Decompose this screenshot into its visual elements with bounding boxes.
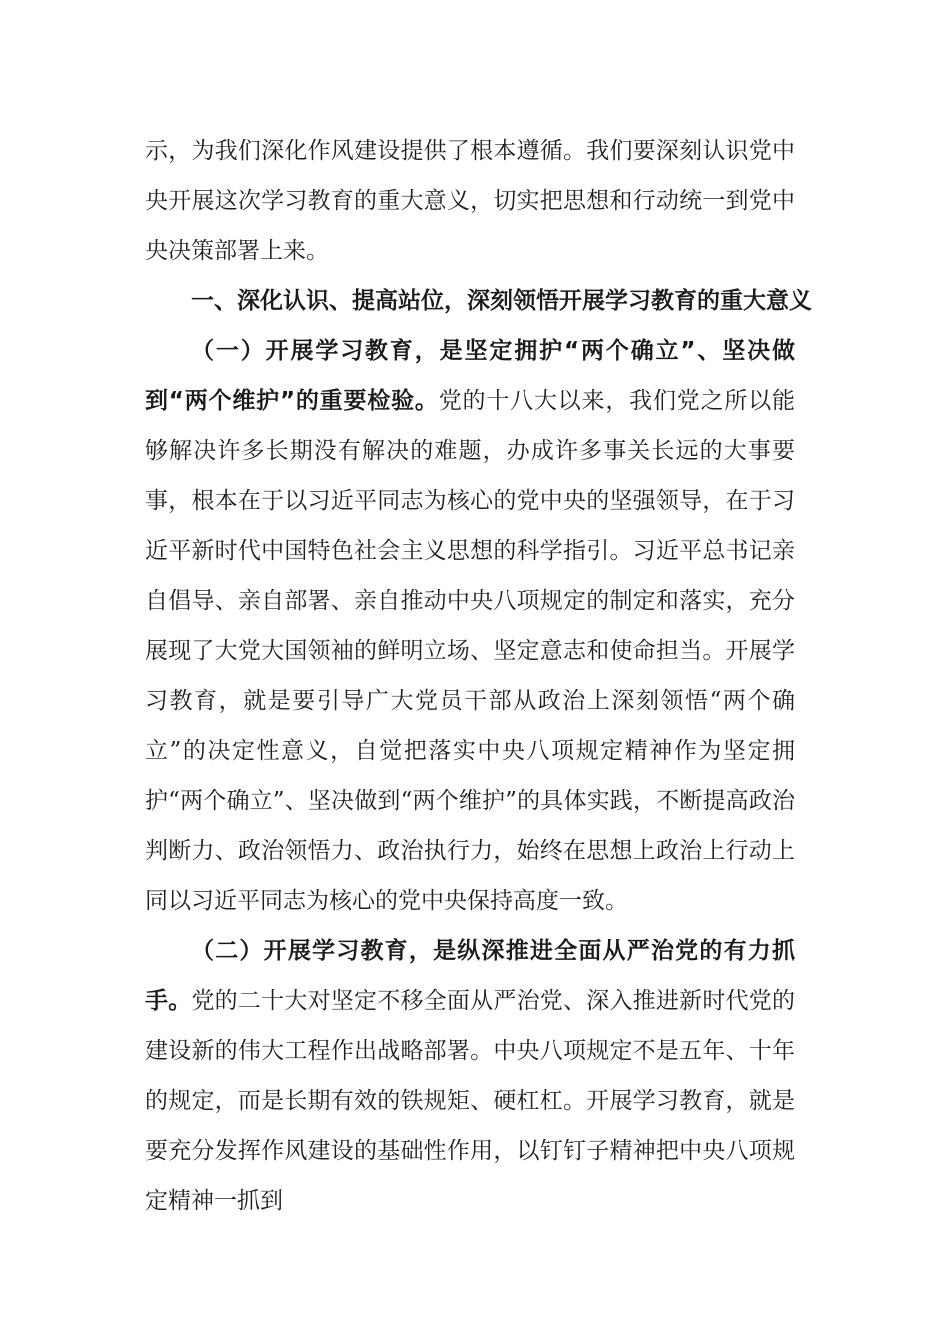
document-body [145, 126, 812, 1226]
point-1-paragraph [145, 326, 795, 926]
point-1-body: 党的十八大以来，我们党之所以能够解决许多长期没有解决的难题，办成许多事关长远的大事要事，根本在于以习近平同志为核心的党中央的坚强领导，在于习近平新时代中国特色社会主义思想的科学指引。习近平总书记亲自倡导、亲自部署、亲自推动中央八项规定的制定和落实，充分展现了大党大国领袖的鲜明立场、坚定意志和使命担当。开展学习教育，就是要引导广大党员干部从政治上深刻领悟“两个确立”的决定性意义，自觉把落实中央八项规定精神作为坚定拥护“两个确立”、坚决做到“两个维护”的具体实践，不断提高政治判断力、政治领悟力、政治执行力，始终在思想上政治上行动上同以习近平同志为核心的党中央保持高度一致。 [145, 388, 796, 914]
intro-paragraph: 示，为我们深化作风建设提供了根本遵循。我们要深刻认识党中央开展这次学习教育的重大意义，切实把思想和行动统一到党中央决策部署上来。 [145, 138, 795, 264]
point-1-title: （一）开展学习教育，是坚定拥护“两个确立”、坚决做到“两个维护”的重要检验。 [145, 338, 795, 414]
point-2-body: 党的二十大对坚定不移全面从严治党、深入推进新时代党的建设新的伟大工程作出战略部署。中央八项规定不是五年、十年的规定，而是长期有效的铁规矩、硬杠杠。开展学习教育，就是要充分发挥作风建设的基础性作用，以钉钉子精神把中央八项规定精神一抓到 [145, 988, 796, 1214]
section-heading: 一、深化认识、提高站位，深刻领悟开展学习教育的重大意义 [191, 288, 812, 314]
point-2-title: （二）开展学习教育，是纵深推进全面从严治党的有力抓手。 [145, 938, 795, 1014]
point-2-paragraph [145, 926, 795, 1226]
